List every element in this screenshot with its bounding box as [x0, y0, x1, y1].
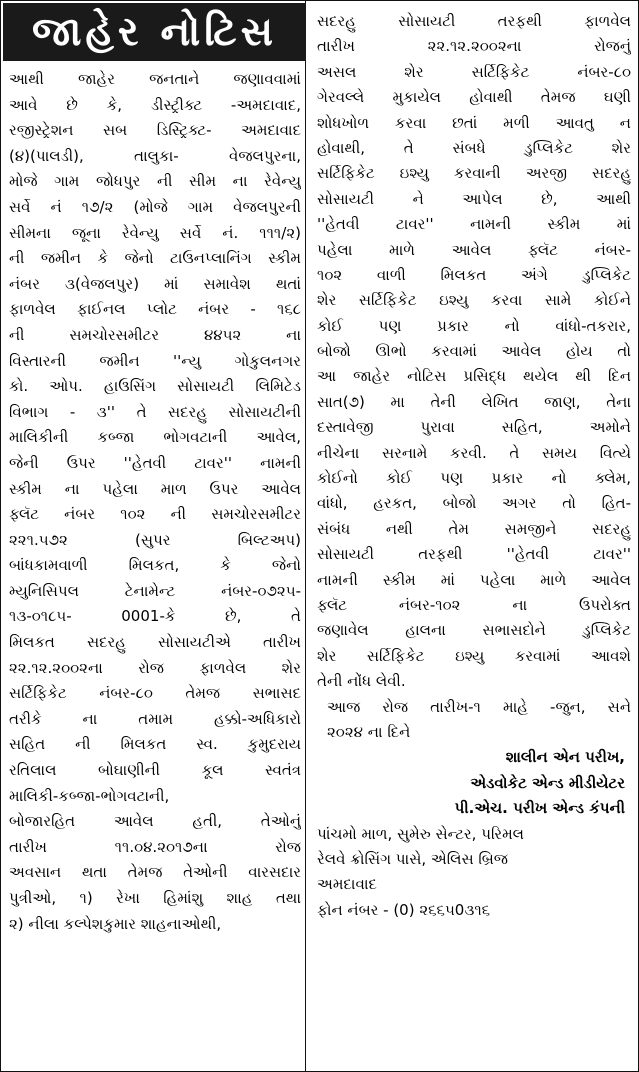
signature-block: [317, 745, 631, 821]
text-line: (૪)(પાલડી), તાલુકા- વેજલપુરના,: [9, 146, 301, 165]
text-line: ૧૦૨ વાળી મિલકત અંગે ડુપ્લિકેટ: [317, 265, 631, 284]
text-line: ફ્લૅટ નંબર-૧૦૨ ના ઉપરોક્ત: [317, 595, 631, 614]
text-line: સર્વે નં ૧૭/૨ (મોજે ગામ વેજલપુરની: [9, 197, 301, 216]
text-line: ૨૨૧.૫૭૨ (સુપર બિલ્ટઅપ): [9, 530, 301, 549]
title-banner: [3, 3, 306, 61]
text-line: આવે છે કે, ડીસ્ટ્રીક્ટ -અમદાવાદ,: [9, 95, 301, 114]
text-line: ની જમીન કે જેનો ટાઉનપ્લાનિંગ સ્કીમ: [9, 249, 301, 268]
text-line: અસલ શેર સર્ટિફિકેટ નંબર-૮૦: [317, 62, 631, 81]
text-line: રજીસ્ટ્રેશન સબ ડિસ્ટ્રિક્ટ- અમદાવાદ: [9, 121, 301, 140]
text-line: તરીકે ના તમામ હક્કો-અધિકારો: [9, 709, 301, 728]
text-line: સર્ટિફિકેટ નંબર-૮૦ તેમજ સભાસદ: [9, 684, 301, 703]
signature-role: એડવોકેટ એન્ડ મીડીયેટર: [470, 773, 625, 792]
text-line: નંબર ૩(વેજલપુર) માં સમાવેશ થતાં: [9, 274, 301, 293]
signature-name: શાલીન એન પરીખ,: [505, 748, 625, 767]
text-line: ફ્લૅટ નંબર ૧૦૨ ની સમચોરસમીટર: [9, 505, 301, 524]
text-line: સ્કીમ ના પહેલા માળ ઉપર આવેલ: [9, 479, 301, 498]
left-text-block: [9, 67, 301, 937]
text-line: પહેલા માળે આવેલ ફ્લૅટ નંબર-: [317, 240, 631, 259]
address-block: [317, 822, 631, 924]
text-line: બોજો ઊભો કરવામાં આવેલ હોય તો: [317, 342, 631, 361]
text-line: શેર સર્ટિફિકેટ ઇશ્યુ કરવામાં આવશે: [317, 646, 631, 665]
text-line: ''હેતવી ટાવર'' નામની સ્કીમ માં: [317, 215, 631, 234]
text-line: નામની સ્કીમ માં પહેલા માળે આવેલ: [317, 570, 631, 589]
text-line: ૧૩-૦૧૮૫- 0001-કે છે, તે: [9, 607, 301, 626]
text-line: સદરહુ સોસાયટી તરફથી ફાળવેલ: [317, 12, 631, 30]
text-line: ૨૦૨૪ ના દિને: [327, 722, 411, 741]
text-line: તારીખ ૧૧.૦૪.૨૦૧૭ના રોજ: [9, 837, 301, 856]
text-line: કો. ઓપ. હાઉસિંગ સોસાયટી લિમિટેડ: [9, 377, 301, 396]
text-line: તારીખ ૨૨.૧૨.૨૦૦૨ના રોજનું: [317, 37, 631, 56]
text-line: શોધખોળ કરવા છતાં મળી આવતુ ન: [317, 113, 631, 132]
text-line: ૨૨.૧૨.૨૦૦૨ના રોજ ફાળવેલ શેર: [9, 658, 301, 677]
text-line: અમદાવાદ: [317, 875, 377, 894]
left-column: [1, 1, 306, 1071]
text-line: અવસાન થતા તેમજ તેઓની વારસદાર: [9, 863, 301, 882]
text-line: બોજારહિત આવેલ હતી, તેઓનું: [9, 812, 301, 831]
text-line: આ જાહેર નોટિસ પ્રસિદ્ધ થયેલ થી દિન: [317, 367, 631, 386]
text-line: સર્ટિફિકેટ ઇશ્યુ કરવાની અરજી સદરહુ: [317, 164, 631, 183]
text-line: વાંધો, હરકત, બોજો અગર તો હિત-: [317, 494, 631, 513]
text-line: માલિકીની કબ્જા ભોગવટાની આવેલ,: [9, 428, 301, 447]
text-line: પાંચમો માળ, સુમેરુ સેન્ટર, પરિમલ: [317, 824, 525, 843]
right-column: [317, 9, 631, 923]
text-line: મ્યુનિસિપલ ટેનામેન્ટ નંબર-૦૭૨૫-: [9, 581, 301, 600]
text-line: વિભાગ - ૩'' તે સદરહુ સોસાયટીની: [9, 402, 301, 421]
notice-title: જાહેર નોટિસ: [31, 9, 277, 55]
text-line: પુત્રીઓ, ૧) રેખા હિમાંશુ શાહ તથા: [9, 889, 301, 907]
signature-firm: પી.એચ. પરીખ એન્ડ કંપની: [454, 799, 625, 818]
text-line: સોસાયટી ને આપેલ છે, આથી: [317, 189, 631, 208]
text-line: સીમના જૂના રેવેન્યુ સર્વે નં. ૧૧૧/૨): [9, 223, 301, 242]
right-text-block: [317, 9, 631, 695]
text-line: સંબંધ નથી તેમ સમજીને સદરહુ: [317, 519, 631, 538]
text-line: આથી જાહેર જનતાને જણાવવામાં: [9, 70, 301, 88]
text-line: મિલકત સદરહુ સોસાયટીએ તારીખ: [9, 633, 301, 652]
text-line: જણાવેલ હાલના સભાસદોને ડુપ્લિકેટ: [317, 621, 631, 640]
text-line: રતિલાલ બોઘાણીની કૂલ સ્વતંત્ર: [9, 761, 301, 780]
text-line: ફોન નંબર - (0) ૨૬૬૫0૩૧૬: [317, 900, 491, 919]
text-line: કોઈનો કોઈ પણ પ્રકાર નો ક્લેમ,: [317, 469, 631, 488]
text-line: સહિત ની મિલકત સ્વ. કુમુદરાય: [9, 735, 301, 754]
text-line: તેની નોંધ લેવી.: [317, 672, 406, 691]
text-line: સાત(૭) મા તેની લેખિત જાણ, તેના: [317, 392, 631, 411]
text-line: જેની ઉપર ''હેતવી ટાવર'' નામની: [9, 453, 301, 472]
text-line: મોજે ગામ જોધપુર ની સીમ ના રેવેન્યુ: [9, 172, 301, 191]
text-line: કોઈ પણ પ્રકાર નો વાંધો-તકરાર,: [317, 316, 631, 335]
text-line: દસ્તાવેજી પુરાવા સહિત, અમોને: [317, 418, 631, 437]
text-line: નીચેના સરનામે કરવી. તે સમય વિત્યે: [317, 443, 631, 462]
text-line: બાંધકામવાળી મિલકત, કે જેનો: [9, 556, 301, 575]
text-line: હોવાથી, તે સંબધે ડુપ્લિકેટ શેર: [317, 138, 631, 157]
text-line: ફાળવેલ ફાઈનલ પ્લોટ નંબર - ૧૬૮: [9, 300, 301, 319]
text-line: આજ રોજ તારીખ-૧ માહે -જુન, સને: [327, 697, 631, 716]
text-line: માલિકી-કબ્જા-ભોગવટાની,: [9, 786, 170, 805]
text-line: ૨) નીલા કલ્પેશકુમાર શાહનાઓથી,: [9, 914, 222, 933]
text-line: વિસ્તારની જમીન ''ન્યુ ગોકુલનગર: [9, 351, 301, 370]
text-line: સોસાયટી તરફથી ''હેતવી ટાવર'': [317, 545, 631, 564]
text-line: ગેરવલ્લે મુકાયેલ હોવાથી તેમજ ઘણી: [317, 88, 631, 107]
text-line: રેલવે ક્રોસિંગ પાસે, એલિસ બ્રિજ: [317, 849, 509, 868]
date-block: [317, 695, 631, 746]
text-line: ની સમચોરસમીટર ૪૪૫૨ ના: [9, 325, 301, 344]
text-line: શેર સર્ટિફિકેટ ઇશ્યુ કરવા સામે કોઈને: [317, 291, 631, 310]
